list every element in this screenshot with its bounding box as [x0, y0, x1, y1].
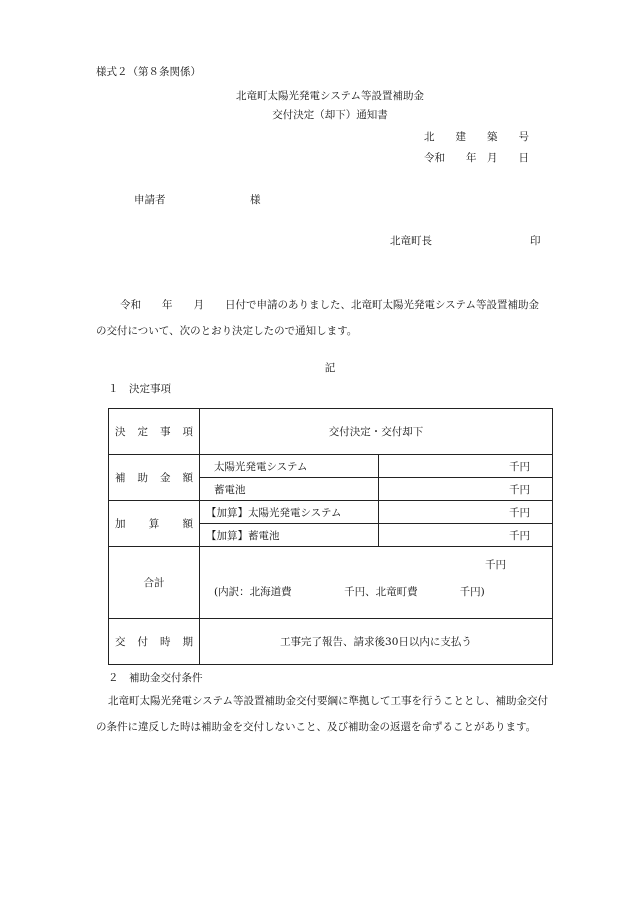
total-cell: [200, 547, 553, 619]
subsidy-solar-label: 太陽光発電システム: [200, 455, 379, 478]
section2-text: 北竜町太陽光発電システム等設置補助金交付要綱に準拠して工事を行うこととし、補助金交付の条件に違反した時は補助金を交付しないこと、及び補助金の返還を命ずることがあります。: [96, 695, 548, 733]
total-breakdown: (内訳：北海道費 千円、北竜町費 千円): [214, 586, 485, 598]
decision-value: 交付決定・交付却下: [200, 409, 553, 455]
ki-heading: 記: [324, 362, 336, 374]
addition-solar-label: 【加算】太陽光発電システム: [200, 501, 379, 524]
section2-heading: ２ 補助金交付条件: [108, 672, 203, 684]
document-title: 北竜町太陽光発電システム等設置補助金: [236, 90, 424, 102]
intro-text: 令和 年 月 日付で申請のありました、北竜町太陽光発電システム等設置補助金の交付について、次のとおり決定したので通知します。: [96, 299, 539, 337]
addition-solar-unit: 千円: [379, 501, 553, 524]
decision-table: [108, 408, 553, 665]
payment-header: 交付時期: [109, 619, 200, 665]
addition-battery-label: 【加算】蓄電池: [200, 524, 379, 547]
applicant-label: 申請者: [134, 194, 166, 206]
addition-header: 加算額: [109, 501, 200, 547]
subsidy-battery-label: 蓄電池: [200, 478, 379, 501]
seal-mark: 印: [530, 235, 541, 247]
payment-value: 工事完了報告、請求後30日以内に支払う: [200, 619, 553, 665]
section2-paragraph: [96, 688, 556, 740]
subsidy-solar-unit: 千円: [379, 455, 553, 478]
intro-paragraph: [96, 292, 542, 344]
document-date: 令和 年 月 日: [424, 152, 529, 164]
decision-header: 決定事項: [109, 409, 200, 455]
honorific: 様: [250, 194, 261, 206]
document-subtitle: 交付決定（却下）通知書: [272, 109, 388, 121]
issuer: 北竜町長: [390, 235, 432, 247]
subsidy-battery-unit: 千円: [379, 478, 553, 501]
total-header: 合計: [109, 547, 200, 619]
subsidy-header: 補助金額: [109, 455, 200, 501]
document-number: 北 建 築 号: [424, 131, 529, 143]
section1-heading: １ 決定事項: [108, 383, 171, 395]
total-unit: 千円: [485, 559, 506, 571]
form-label: 様式２（第８条関係）: [96, 66, 201, 78]
addition-battery-unit: 千円: [379, 524, 553, 547]
